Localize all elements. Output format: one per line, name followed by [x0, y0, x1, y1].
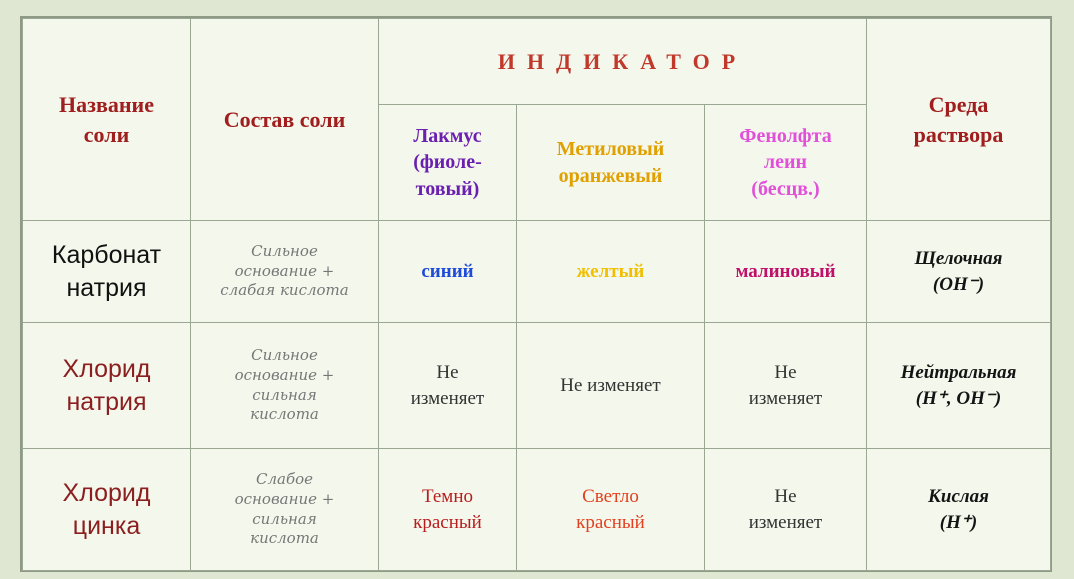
fenol-line-1: Не: [774, 362, 797, 384]
header-composition: Состав соли: [191, 19, 379, 221]
fenol-line-1: Не: [774, 486, 797, 508]
lakmus-line-1: Не: [436, 362, 459, 384]
composition-line-1: Сильное: [251, 345, 318, 364]
header-medium-line-1: Среда: [928, 92, 989, 118]
fenol-line-2: изменяет: [748, 387, 823, 409]
composition-cell: [191, 449, 379, 571]
header-salt-name: [23, 19, 191, 221]
header-fenol-line-2: леин: [763, 151, 808, 174]
medium-cell: [867, 221, 1051, 323]
lakmus-cell: [379, 449, 517, 571]
composition-line-2: основание +: [234, 489, 335, 508]
header-row-1: [23, 19, 1051, 105]
table-frame: [20, 16, 1052, 572]
medium-line-2: (OH⁻): [932, 273, 985, 295]
medium-line-1: Нейтральная: [900, 362, 1017, 384]
header-fenol: [705, 105, 867, 221]
composition-line-3: слабая кислота: [220, 281, 349, 300]
header-lakmus-line-2: (фиоле-: [413, 151, 482, 174]
composition-line-1: Сильное: [251, 241, 318, 260]
salt-name-line-2: натрия: [66, 273, 147, 302]
composition-cell: [191, 221, 379, 323]
header-lakmus-line-1: Лакмус: [413, 124, 482, 147]
salt-name-cell: [23, 323, 191, 449]
header-metil-line-1: Метиловый: [556, 138, 665, 161]
table-row: [23, 449, 1051, 571]
lakmus-cell: синий: [379, 221, 517, 323]
composition-line-2: основание +: [234, 261, 335, 280]
metil-line-2: красный: [576, 511, 645, 533]
header-metil: [517, 105, 705, 221]
header-metil-line-2: оранжевый: [558, 164, 663, 187]
metil-line-1: Светло: [582, 486, 639, 508]
metil-cell: [517, 449, 705, 571]
header-lakmus: [379, 105, 517, 221]
medium-line-1: Щелочная: [914, 248, 1003, 270]
salt-name-cell: [23, 221, 191, 323]
header-salt-name-line-1: Название: [59, 92, 154, 118]
header-indicator: ИНДИКАТОР: [379, 19, 867, 105]
composition-cell: [191, 323, 379, 449]
header-fenol-line-3: (бесцв.): [751, 177, 820, 200]
header-medium-line-2: раствора: [913, 121, 1004, 147]
table-row: [23, 221, 1051, 323]
medium-cell: [867, 323, 1051, 449]
composition-line-4: кислота: [250, 405, 319, 424]
metil-cell: желтый: [517, 221, 705, 323]
medium-line-1: Кислая: [928, 486, 989, 508]
lakmus-cell: [379, 323, 517, 449]
header-salt-name-line-2: соли: [83, 121, 130, 147]
medium-cell: [867, 449, 1051, 571]
composition-line-4: кислота: [250, 529, 319, 548]
header-lakmus-line-3: товый): [415, 177, 480, 200]
fenol-cell: [705, 449, 867, 571]
salt-name-line-1: Карбонат: [51, 240, 162, 269]
composition-line-3: сильная: [252, 385, 317, 404]
medium-line-2: (H⁺, OH⁻): [915, 387, 1002, 409]
medium-line-2: (H⁺): [939, 511, 978, 533]
salt-name-line-1: Хлорид: [62, 354, 151, 383]
table-row: [23, 323, 1051, 449]
lakmus-line-2: изменяет: [410, 387, 485, 409]
salt-name-line-2: цинка: [72, 511, 141, 540]
lakmus-line-1: Темно: [421, 486, 473, 508]
salt-name-line-1: Хлорид: [62, 478, 151, 507]
composition-line-2: основание +: [234, 365, 335, 384]
metil-cell: Не изменяет: [517, 323, 705, 449]
header-fenol-line-1: Фенолфта: [739, 124, 832, 147]
fenol-cell: малиновый: [705, 221, 867, 323]
fenol-cell: [705, 323, 867, 449]
salt-hydrolysis-table: [22, 18, 1051, 571]
salt-name-cell: [23, 449, 191, 571]
composition-line-1: Слабое: [255, 469, 314, 488]
fenol-line-2: изменяет: [748, 511, 823, 533]
header-medium: [867, 19, 1051, 221]
salt-name-line-2: натрия: [66, 387, 147, 416]
composition-line-3: сильная: [252, 509, 317, 528]
lakmus-line-2: красный: [413, 511, 482, 533]
